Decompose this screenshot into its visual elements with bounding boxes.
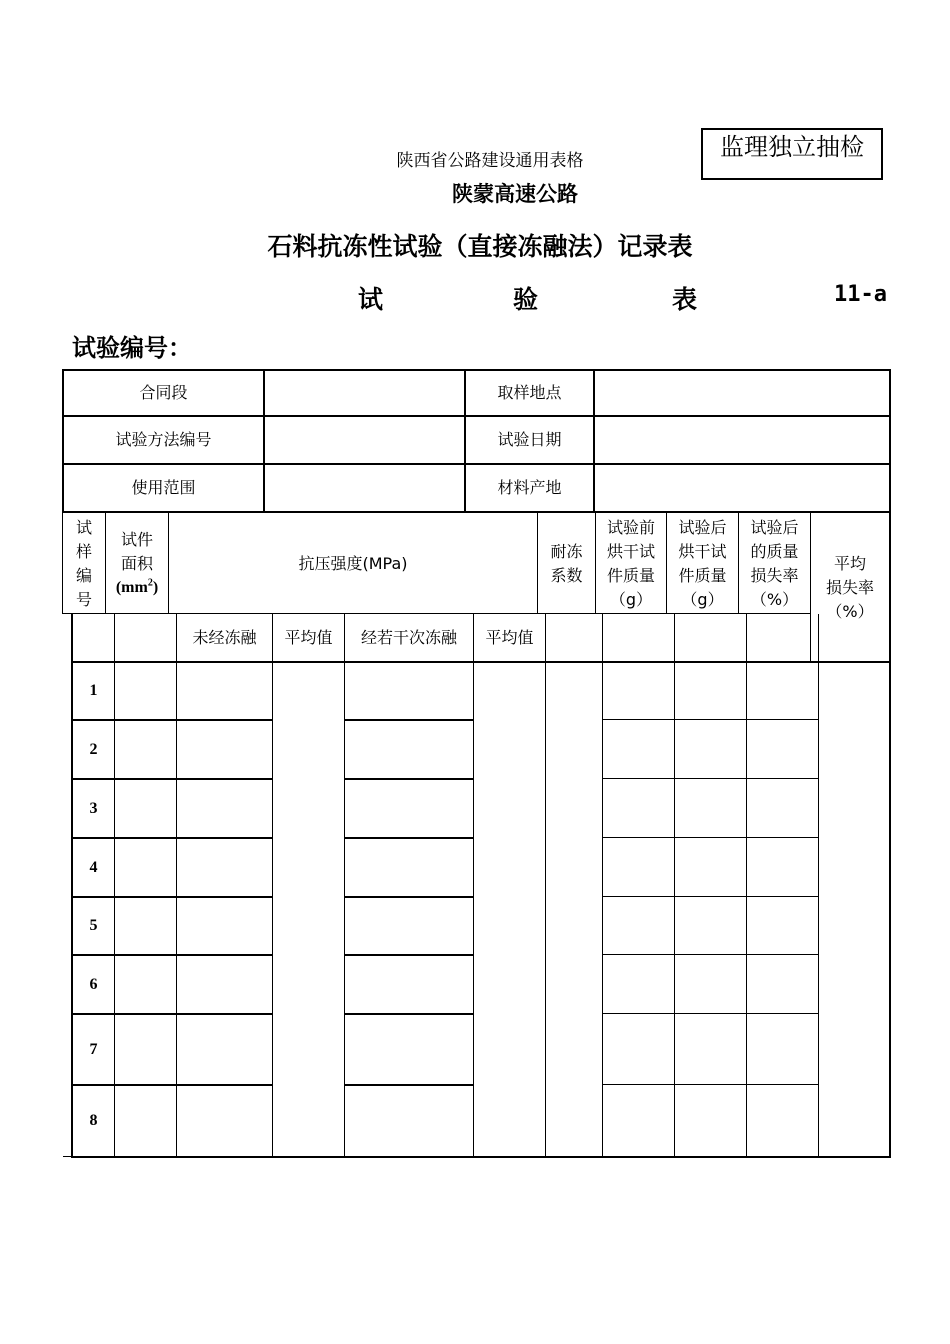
row-number-5: 5 [89,917,98,934]
average-subheader-2: 平均值 [485,628,534,647]
highway-name: 陕蒙高速公路 [452,182,578,206]
mass-before-test-header: 试验前 烘干试 件质量 （g） [606,517,655,609]
page-title: 石料抗冻性试验（直接冻融法）记录表 [267,232,693,261]
row-number-7: 7 [89,1040,98,1058]
row-number-8: 8 [89,1112,98,1129]
row-number-4: 4 [89,858,98,876]
row-number-1: 1 [89,682,98,699]
table-label-char-3: 表 [672,285,698,314]
unfrozen-subheader: 未经冻融 [192,628,257,647]
table-label-char-1: 试 [358,285,384,314]
specimen-area-header: 试件 面积 $(mm^2)$ [115,529,159,596]
freeze-coefficient-header: 耐冻 系数 [550,541,583,585]
material-origin-value[interactable] [595,465,889,511]
after-cycles-subheader: 经若干次冻融 [360,628,457,647]
sample-number-header: 试 样 编 号 [75,517,92,609]
test-number-label: 试验编号： [72,334,192,362]
material-origin-label: 材料产地 [497,478,562,497]
supervision-stamp-box: 监理独立抽检 [701,128,883,180]
compressive-strength-header: 抗压强度(MPa) [298,553,408,573]
test-date-label: 试验日期 [497,430,562,449]
table-code: 11-a [834,282,887,307]
scope-of-use-label: 使用范围 [131,478,196,497]
sampling-location-label: 取样地点 [497,383,562,402]
contract-section-value[interactable] [265,371,464,415]
mass-after-test-header: 试验后 烘干试 件质量 （g） [678,517,727,609]
province-form-label: 陕西省公路建设通用表格 [396,151,584,171]
table-label-char-2: 验 [513,285,539,314]
average-subheader-1: 平均值 [284,628,333,647]
sampling-location-value[interactable] [595,371,889,415]
mass-loss-rate-header: 试验后 的质量 损失率 （%） [750,517,799,609]
scope-of-use-value[interactable] [265,465,464,511]
test-date-value[interactable] [595,417,889,463]
test-method-label: 试验方法编号 [115,430,212,449]
average-loss-rate-header: 平均 损失率 （%） [825,553,874,621]
row-number-6: 6 [89,975,98,993]
test-method-value[interactable] [265,417,464,463]
contract-section-label: 合同段 [139,383,188,402]
row-number-2: 2 [89,740,98,758]
row-number-3: 3 [89,799,98,817]
